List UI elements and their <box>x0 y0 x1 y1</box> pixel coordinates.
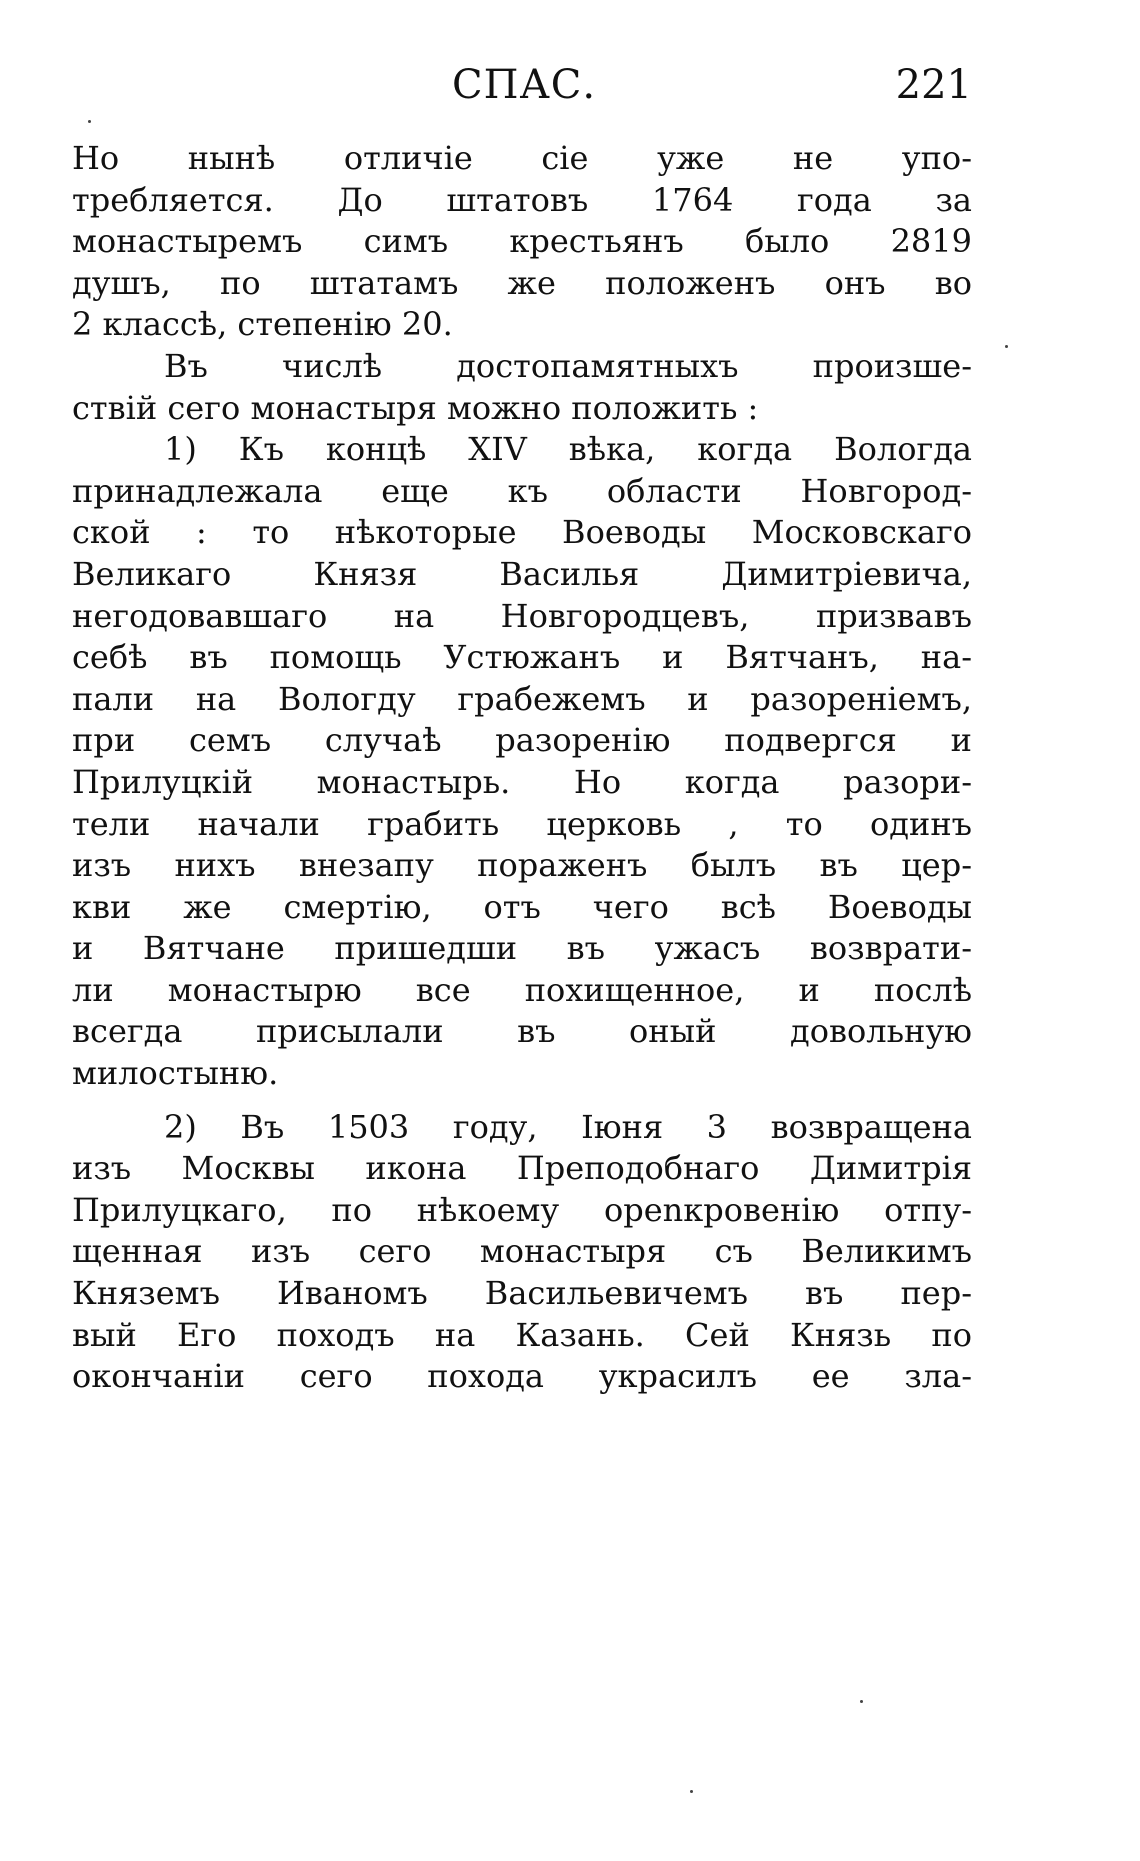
text-line: окончаніи сего похода украсилъ ее зла- <box>72 1357 972 1396</box>
text-line: ли монастырю все похищенное, и послѣ <box>72 970 972 1009</box>
text-line: душъ, по штатамъ же положенъ онъ во <box>72 263 972 302</box>
paragraph <box>72 346 972 429</box>
print-speck <box>1005 345 1008 348</box>
paragraph <box>72 138 972 346</box>
text-line: милостыню. <box>72 1054 279 1093</box>
text-line: ствій сего монастыря можно положить : <box>72 388 759 427</box>
text-line: негодовавшаго на Новгородцевъ, призвавъ <box>72 596 972 635</box>
text-line: щенная изъ сего монастыря съ Великимъ <box>72 1232 972 1271</box>
running-head: СПАС. <box>452 62 597 108</box>
text-line: Прилуцкій монастырь. Но когда разори- <box>72 762 972 801</box>
text-line: всегда присылали въ оный довольную <box>72 1012 972 1051</box>
text-line: кви же смертію, отъ чего всѣ Воеводы <box>72 887 972 926</box>
text-line: изъ нихъ внезапу пораженъ былъ въ цер- <box>72 846 972 885</box>
text-line: Великаго Князя Василья Димитріевича, <box>72 554 972 593</box>
text-line: тели начали грабить церковь , то одинъ <box>72 804 972 843</box>
text-line: принадлежала еще къ области Новгород- <box>72 471 972 510</box>
print-speck <box>690 1790 693 1793</box>
text-line: пали на Вологду грабежемъ и разореніемъ, <box>72 679 972 718</box>
text-line: ской : то нѣкоторые Воеводы Московскаго <box>72 513 972 552</box>
text-line: Въ числѣ достопамятныхъ произше- <box>164 346 972 385</box>
text-line: требляется. До штатовъ 1764 года за <box>72 180 972 219</box>
text-line: Но нынѣ отличіе сіе уже не упо- <box>72 139 972 177</box>
print-speck <box>860 1700 863 1703</box>
text-line: 2) Въ 1503 году, Іюня 3 возвращена <box>164 1107 972 1146</box>
text-line: Княземъ Иваномъ Васильевичемъ въ пер- <box>72 1274 972 1313</box>
print-speck <box>88 120 91 123</box>
text-line: Прилуцкаго, по нѣкоему openкровенію отпу- <box>72 1190 972 1229</box>
text-line: себѣ въ помощь Устюжанъ и Вятчанъ, на- <box>72 638 972 677</box>
body-text <box>72 138 972 1398</box>
text-line: и Вятчане пришедши въ ужасъ возврати- <box>72 929 972 968</box>
text-line: при семъ случаѣ разоренію подвергся и <box>72 721 972 760</box>
text-line: вый Его походъ на Казань. Сей Князь по <box>72 1315 972 1354</box>
text-line: монастыремъ симъ крестьянъ было 2819 <box>72 222 972 261</box>
text-line: 1) Къ концѣ XIV вѣка, когда Вологда <box>164 430 972 469</box>
paragraph-gap <box>72 1095 972 1107</box>
page-number: 221 <box>895 62 972 108</box>
paragraph <box>72 429 972 1095</box>
paragraph <box>72 1107 972 1398</box>
text-line: изъ Москвы икона Преподобнаго Димитрія <box>72 1149 972 1188</box>
text-line: 2 классѣ, степенію 20. <box>72 305 453 344</box>
page-header <box>72 62 972 122</box>
